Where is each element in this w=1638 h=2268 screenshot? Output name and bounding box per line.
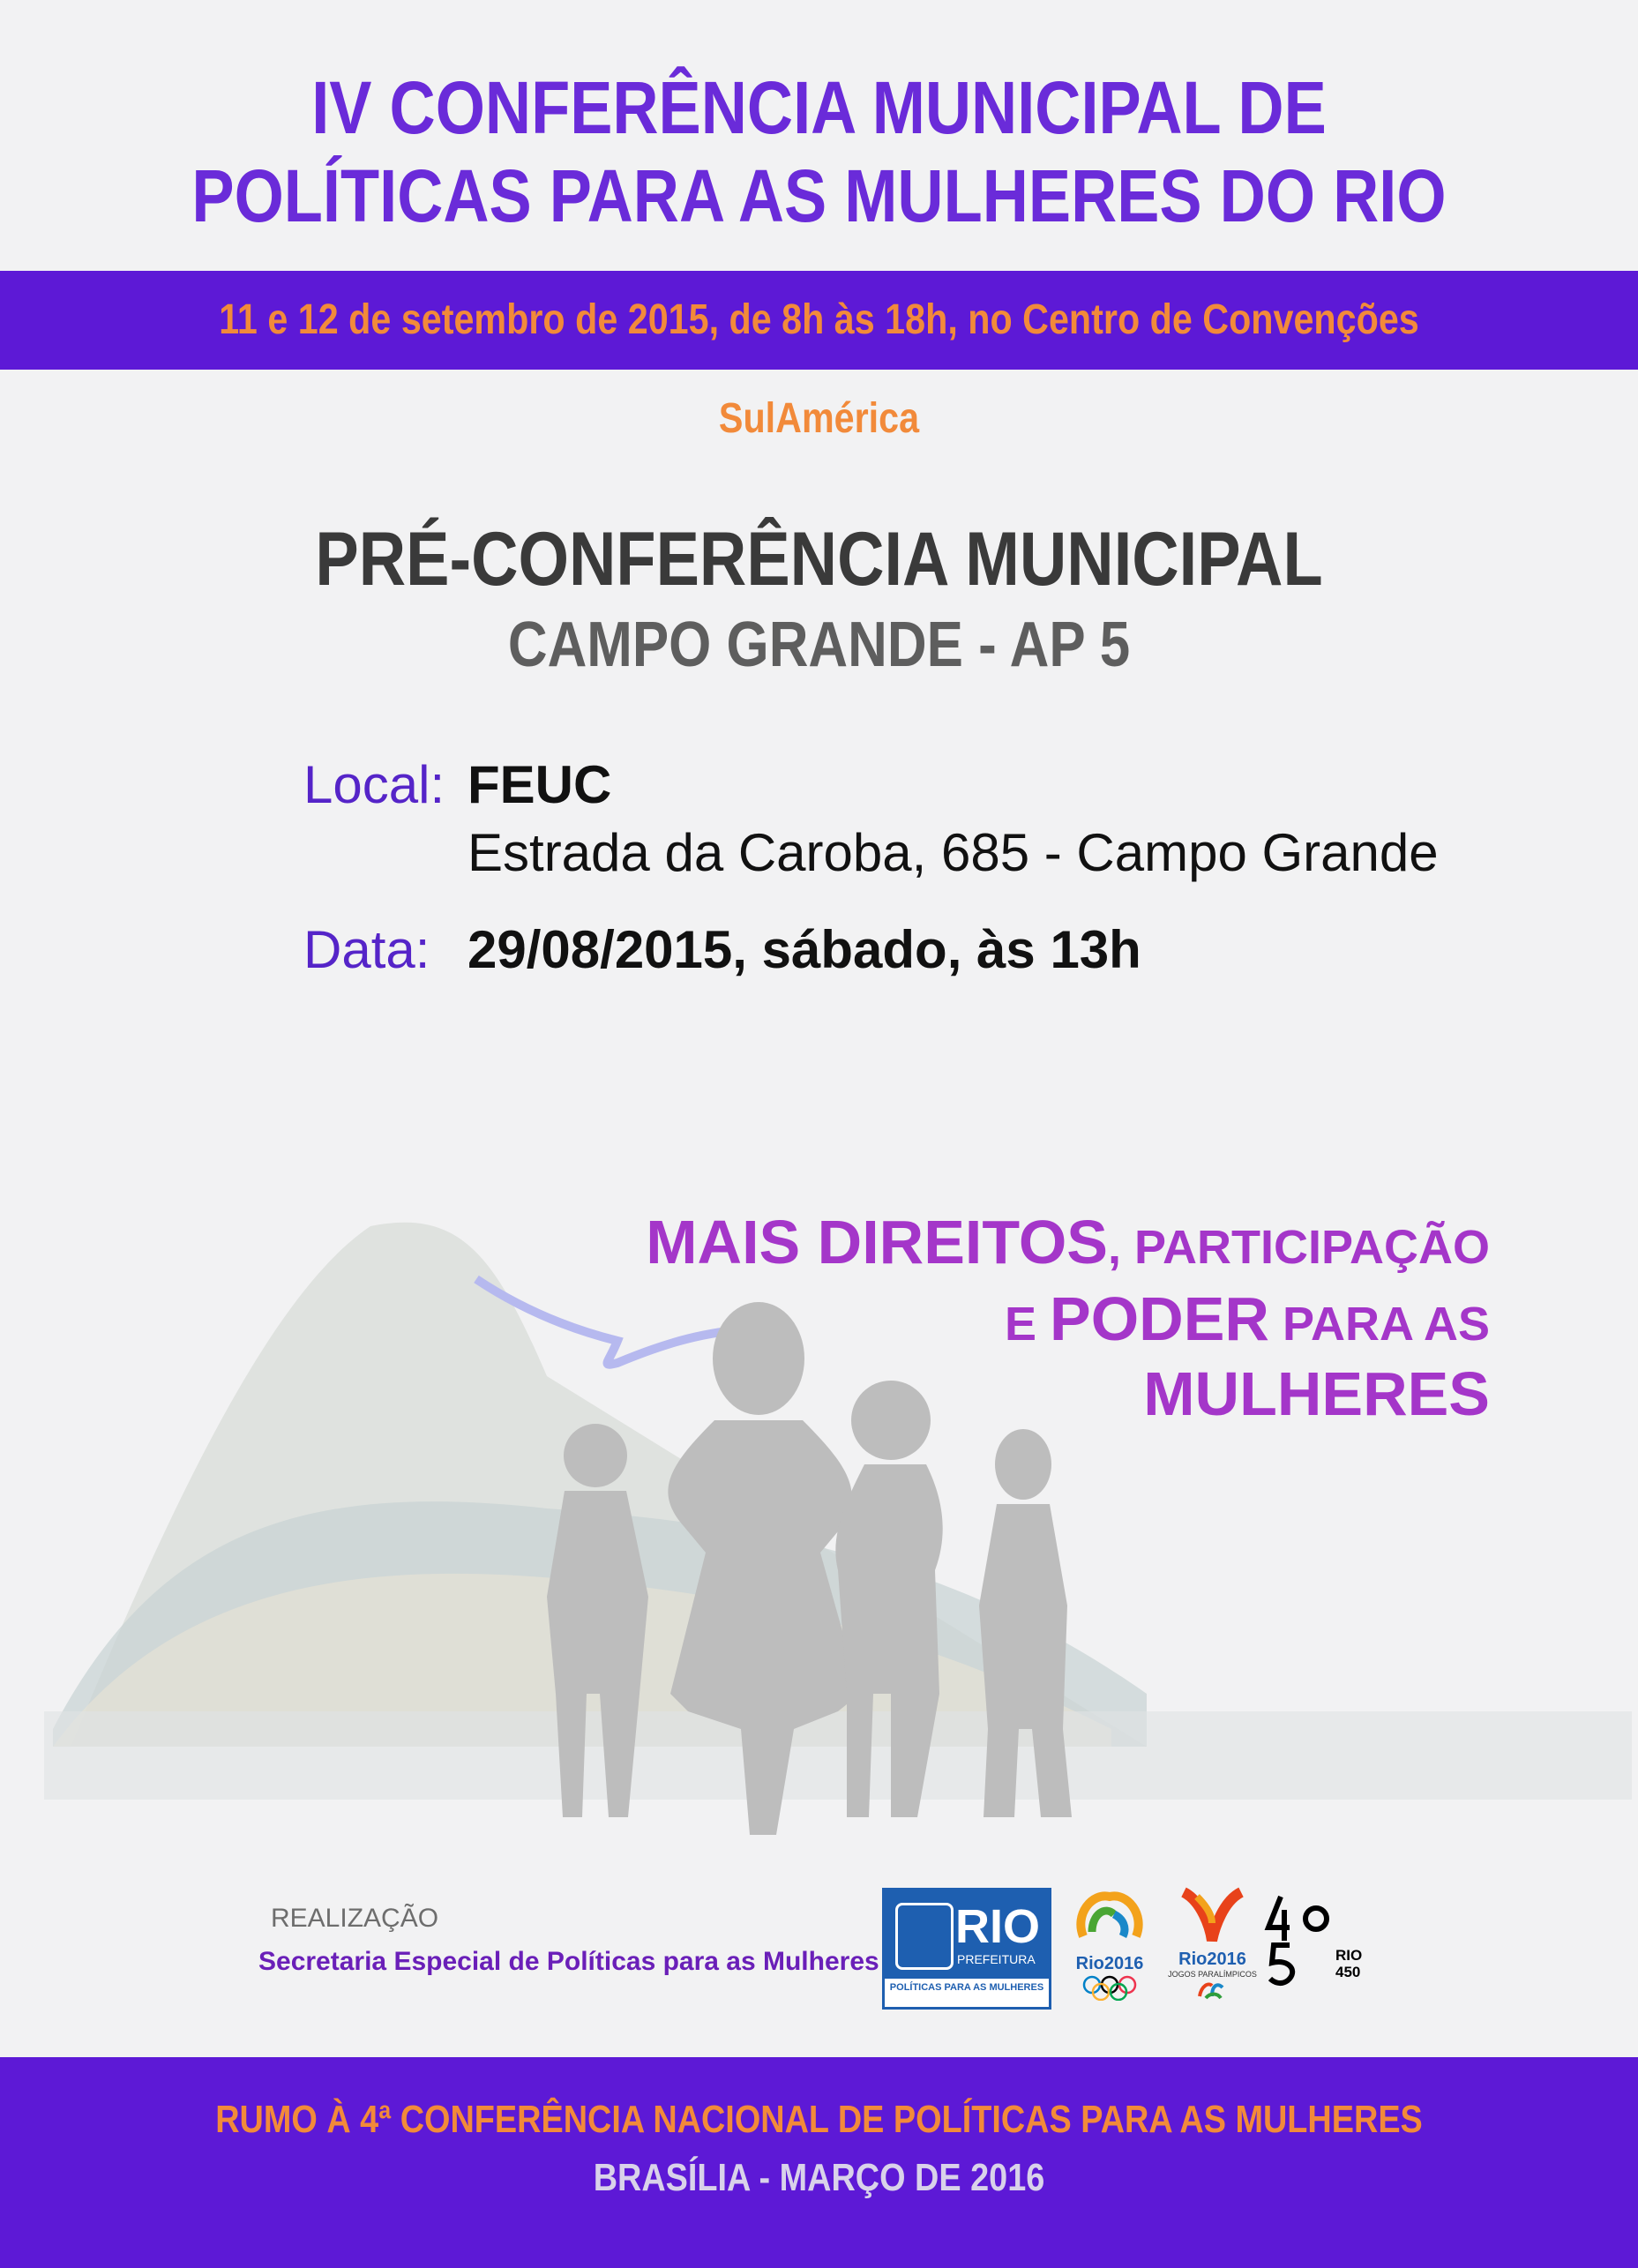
event-title: PRÉ-CONFERÊNCIA MUNICIPAL — [315, 517, 1323, 602]
slogan-line2-small2: PARA AS — [1268, 1298, 1490, 1351]
slogan-line2-big: PODER — [1050, 1284, 1269, 1353]
olympic-rings-icon — [1066, 1974, 1154, 2001]
date-band — [0, 271, 1638, 442]
rio2016-para-text: Rio2016 — [1178, 1950, 1246, 1969]
rio450-logo — [1263, 1892, 1378, 1998]
realizacao-org: Secretaria Especial de Políticas para as Mulheres — [258, 1947, 879, 1976]
politicas-logo-text: POLÍTICAS PARA AS MULHERES — [889, 1982, 1044, 1993]
main-title-line2: POLÍTICAS PARA AS MULHERES DO RIO — [191, 154, 1447, 237]
slogan-line1 — [646, 1207, 1490, 1295]
rio2016-paralympic-logo — [1166, 1883, 1259, 2007]
local-address: Estrada da Caroba, 685 - Campo Grande — [467, 823, 1439, 882]
local-label: Local: — [303, 755, 445, 814]
rio450-text-line2: 450 — [1335, 1964, 1361, 1980]
realizacao-label: REALIZAÇÃO — [271, 1904, 439, 1933]
slogan-line1-small: , PARTICIPAÇÃO — [1107, 1221, 1490, 1274]
agitos-icon — [1166, 1979, 1259, 2002]
rio450-text — [1335, 1947, 1362, 1980]
rio-prefeitura-logo — [882, 1888, 1051, 2010]
rio2016-paralympic-emblem-icon — [1166, 1883, 1259, 1945]
rio2016-emblem-icon — [1066, 1888, 1154, 1950]
jogos-paralimpicos-text: JOGOS PARALÍMPICOS — [1168, 1970, 1257, 1979]
rio450-mark-icon — [1263, 1892, 1334, 1989]
footer-line2: BRASÍLIA - MARÇO DE 2016 — [593, 2156, 1045, 2199]
date-band-text: 11 e 12 de setembro de 2015, de 8h às 18h, no Centro de Convenções SulAmérica — [219, 296, 1419, 442]
local-name: FEUC — [467, 755, 612, 814]
date-label: Data: — [303, 920, 430, 979]
rio-coat-of-arms-icon — [895, 1903, 954, 1970]
footer-line1: RUMO À 4ª CONFERÊNCIA NACIONAL DE POLÍTICAS PARA AS MULHERES — [215, 2098, 1423, 2141]
date-value: 29/08/2015, sábado, às 13h — [467, 920, 1141, 979]
slogan-line3 — [1143, 1359, 1490, 1447]
rio-logo-text: RIO — [955, 1900, 1041, 1953]
slogan-line1-big: MAIS DIREITOS — [646, 1208, 1108, 1276]
slogan-line3-big: MULHERES — [1143, 1359, 1490, 1428]
prefeitura-text: PREFEITURA — [957, 1952, 1036, 1966]
rio2016-olympic-logo — [1066, 1888, 1154, 2002]
event-subtitle: CAMPO GRANDE - AP 5 — [507, 610, 1131, 680]
footer-band — [0, 2057, 1638, 2268]
ground-band — [44, 1711, 1632, 1800]
main-title-line1: IV CONFERÊNCIA MUNICIPAL DE — [311, 66, 1327, 149]
rio2016-text: Rio2016 — [1075, 1954, 1144, 1973]
rio450-text-line1: RIO — [1335, 1947, 1363, 1964]
slogan-line2-small1: E — [1005, 1298, 1051, 1351]
